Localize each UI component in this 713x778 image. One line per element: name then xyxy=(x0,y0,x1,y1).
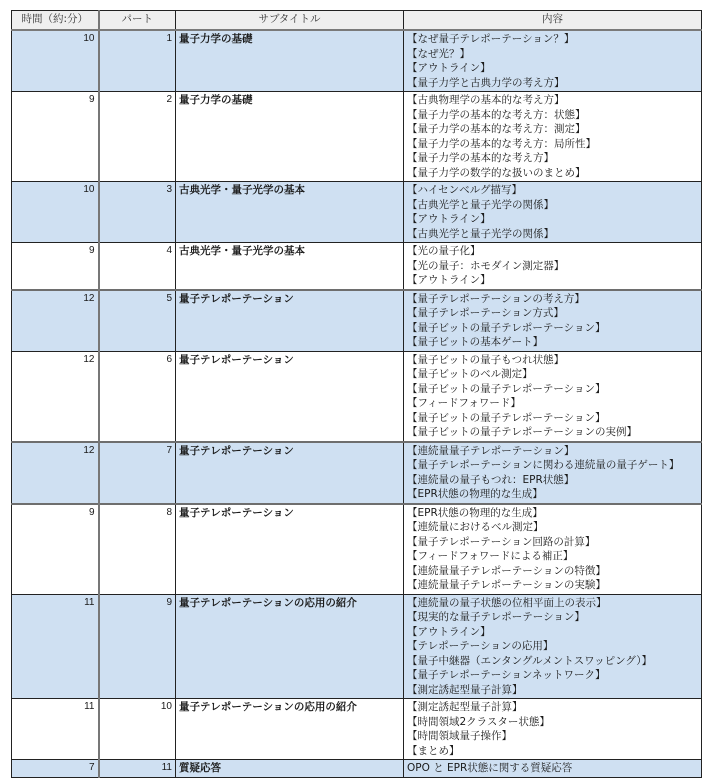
part-cell: 10 xyxy=(99,699,176,760)
subtitle-cell: 量子テレポーテーション xyxy=(176,351,404,442)
subtitle-cell: 量子力学の基礎 xyxy=(176,92,404,182)
content-item: 【量子ビットの量子テレポーテーション】 xyxy=(407,411,606,424)
content-item: 【量子テレポーテーション回路の計算】 xyxy=(407,535,596,548)
content-item: 【ハイセンベルグ描写】 xyxy=(407,184,522,196)
content-cell xyxy=(404,442,702,504)
part-cell: 1 xyxy=(99,30,176,92)
subtitle-cell: 古典光学・量子光学の基本 xyxy=(176,243,404,290)
content-item: 【EPR状態の物理的な生成】 xyxy=(407,488,543,500)
content-item: 【古典物理学の基本的な考え方】 xyxy=(407,94,565,106)
content-item: 【量子中継器（エンタングルメントスワッピング）】 xyxy=(407,654,652,667)
content-item: 【量子テレポーテーション方式】 xyxy=(407,307,564,319)
header-time: 時間（約:分） xyxy=(12,11,99,31)
content-item: 【測定誘起型量子計算】 xyxy=(407,701,523,713)
content-item: 【現実的な量子テレポーテーション】 xyxy=(407,611,585,623)
part-cell: 3 xyxy=(99,182,176,243)
content-item: 【量子ビットの量子テレポーテーション】 xyxy=(407,382,606,395)
part-cell: 8 xyxy=(99,504,176,595)
content-item: 【時間領域量子操作】 xyxy=(407,730,512,742)
table-row xyxy=(12,243,702,290)
time-cell: 10 xyxy=(12,30,99,92)
table-row xyxy=(12,760,702,778)
table-row xyxy=(12,504,702,595)
subtitle-cell: 量子テレポーテーション xyxy=(176,290,404,352)
subtitle-cell: 量子テレポーテーション xyxy=(176,504,404,595)
time-cell: 12 xyxy=(12,442,99,504)
content-item: 【アウトライン】 xyxy=(407,62,491,74)
content-cell xyxy=(404,504,702,595)
content-item: 【量子力学と古典力学の考え方】 xyxy=(407,76,565,89)
time-cell: 9 xyxy=(12,243,99,290)
content-cell xyxy=(404,699,702,760)
content-item: 【量子力学の基本的な考え方】 xyxy=(407,152,554,164)
content-item: 【量子テレポーテーションに関わる連続量の量子ゲート】 xyxy=(407,459,680,471)
content-item: 【テレポーテーションの応用】 xyxy=(407,640,554,652)
time-cell: 11 xyxy=(12,594,99,699)
table-row xyxy=(12,351,702,442)
content-cell xyxy=(404,290,702,352)
content-cell xyxy=(404,351,702,442)
header-part: パート xyxy=(99,11,176,31)
content-item: 【量子力学の基本的な考え方：局所性】 xyxy=(407,137,596,150)
content-item: 【光の量子化】 xyxy=(407,245,481,257)
content-item: 【アウトライン】 xyxy=(407,274,491,286)
content-item: 【連続量の量子もつれ：EPR状態】 xyxy=(407,473,575,486)
subtitle-cell: 古典光学・量子光学の基本 xyxy=(176,182,404,243)
subtitle-cell: 量子テレポーテーションの応用の紹介 xyxy=(176,699,404,760)
table-row xyxy=(12,182,702,243)
table-row xyxy=(12,699,702,760)
content-item: 【なぜ量子テレポーテーション？】 xyxy=(407,33,575,45)
time-cell: 7 xyxy=(12,760,99,778)
subtitle-cell: 量子テレポーテーションの応用の紹介 xyxy=(176,594,404,699)
table-row xyxy=(12,92,702,182)
content-item: 【連続量の量子状態の位相平面上の表示】 xyxy=(407,596,607,609)
content-item: 【光の量子：ホモダイン測定器】 xyxy=(407,259,565,272)
content-item: 【時間領域2クラスター状態】 xyxy=(407,715,550,728)
content-item: 【連続量におけるベル測定】 xyxy=(407,521,544,533)
header-row xyxy=(12,11,702,31)
subtitle-cell: 量子テレポーテーション xyxy=(176,442,404,504)
part-cell: 11 xyxy=(99,760,176,778)
content-item: 【量子ビットのベル測定】 xyxy=(407,368,533,380)
content-item: 【量子ビットの量子テレポーテーション】 xyxy=(407,321,606,334)
part-cell: 6 xyxy=(99,351,176,442)
time-cell: 10 xyxy=(12,182,99,243)
content-item: 【量子力学の数学的な扱いのまとめ】 xyxy=(407,166,586,179)
content-cell xyxy=(404,182,702,243)
content-cell xyxy=(404,594,702,699)
content-item: 【フィードフォワード】 xyxy=(407,397,521,409)
content-item: 【量子テレポーテーションネットワーク】 xyxy=(407,669,606,681)
time-cell: 9 xyxy=(12,504,99,595)
content-cell xyxy=(404,92,702,182)
content-item: 【古典光学と量子光学の関係】 xyxy=(407,198,554,211)
content-item: 【アウトライン】 xyxy=(407,625,491,638)
content-cell xyxy=(404,760,702,778)
table-row xyxy=(12,30,702,92)
content-item: OPO と EPR状態に関する質疑応答 xyxy=(407,762,573,774)
content-item: 【古典光学と量子光学の関係】 xyxy=(407,227,554,240)
content-item: 【量子力学の基本的な考え方：測定】 xyxy=(407,123,586,135)
content-item: 【フィードフォワードによる補正】 xyxy=(407,550,574,562)
time-cell: 12 xyxy=(12,351,99,442)
content-item: 【連続量量子テレポーテーション】 xyxy=(407,444,575,457)
time-cell: 11 xyxy=(12,699,99,760)
content-cell xyxy=(404,30,702,92)
table-row xyxy=(12,290,702,352)
content-item: 【量子力学の基本的な考え方：状態】 xyxy=(407,108,586,121)
content-cell xyxy=(404,243,702,290)
content-item: 【連続量量子テレポーテーションの特徴】 xyxy=(407,564,606,577)
header-subtitle: サブタイトル xyxy=(176,11,404,31)
part-cell: 4 xyxy=(99,243,176,290)
content-item: 【量子ビットの量子テレポーテーションの実例】 xyxy=(407,426,637,438)
time-cell: 12 xyxy=(12,290,99,352)
subtitle-cell: 量子力学の基礎 xyxy=(176,30,404,92)
content-item: 【量子テレポーテーションの考え方】 xyxy=(407,292,585,305)
table-row xyxy=(12,594,702,699)
content-item: 【なぜ光？】 xyxy=(407,47,470,60)
time-cell: 9 xyxy=(12,92,99,182)
part-cell: 9 xyxy=(99,594,176,699)
content-item: 【量子ビットの量子もつれ状態】 xyxy=(407,353,565,366)
part-cell: 5 xyxy=(99,290,176,352)
content-item: 【EPR状態の物理的な生成】 xyxy=(407,506,543,519)
part-cell: 7 xyxy=(99,442,176,504)
part-cell: 2 xyxy=(99,92,176,182)
subtitle-cell: 質疑応答 xyxy=(176,760,404,778)
schedule-table xyxy=(11,10,702,778)
content-item: 【測定誘起型量子計算】 xyxy=(407,683,523,696)
header-content: 内容 xyxy=(404,11,702,31)
table-row xyxy=(12,442,702,504)
content-item: 【量子ビットの基本ゲート】 xyxy=(407,336,544,348)
content-item: 【アウトライン】 xyxy=(407,213,491,225)
content-item: 【連続量量子テレポーテーションの実験】 xyxy=(407,579,606,591)
content-item: 【まとめ】 xyxy=(407,744,460,757)
